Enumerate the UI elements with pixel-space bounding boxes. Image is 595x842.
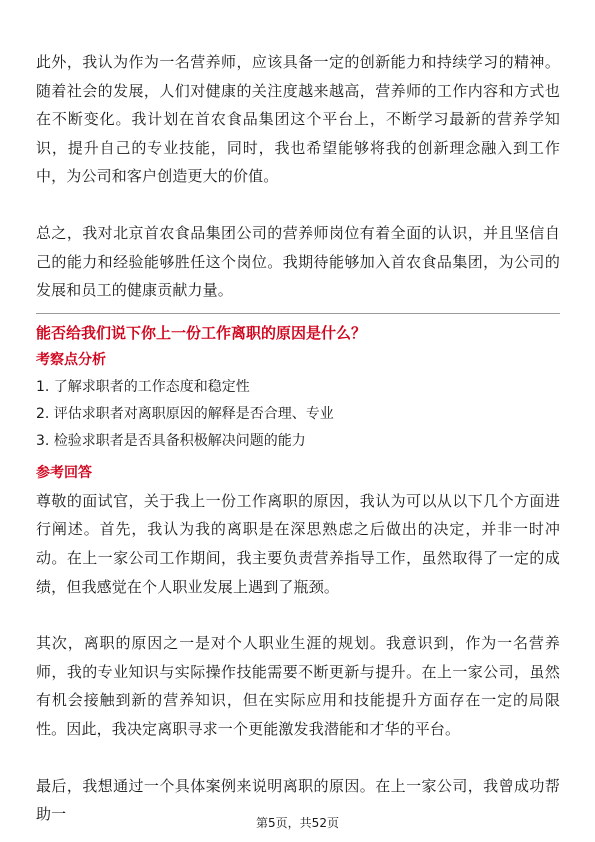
- answer-paragraph-3: 最后，我想通过一个具体案例来说明离职的原因。在上一家公司，我曾成功帮助一: [36, 776, 560, 824]
- analysis-point: 1. 了解求职者的工作态度和稳定性: [36, 378, 250, 395]
- intro-paragraph-1: 此外，我认为作为一名营养师，应该具备一定的创新能力和持续学习的精神。随着社会的发展，人们对健康的关注度越来越高，营养师的工作内容和方式也在不断变化。我计划在首农食品集团这个平台上，不断学习最新的营养学知识，提升自己的专业技能，同时，我也希望能够将我的创新理念融入到工作中，为公司和客户创造更大的价值。: [36, 53, 560, 186]
- document-body: [36, 48, 560, 829]
- analysis-heading: 考察点分析: [36, 351, 106, 368]
- answer-paragraph-1: 尊敬的面试官，关于我上一份工作离职的原因，我认为可以从以下几个方面进行阐述。首先，我认为我的离职是在深思熟虑之后做出的决定，并非一时冲动。在上一家公司工作期间，我主要负责营养指导工作，虽然取得了一定的成绩，但我感觉在个人职业发展上遇到了瓶颈。: [36, 491, 560, 596]
- analysis-point: 2. 评估求职者对离职原因的解释是否合理、专业: [36, 405, 334, 422]
- analysis-point: 3. 检验求职者是否具备积极解决问题的能力: [36, 432, 306, 449]
- page-number: 第5页，共52页: [256, 816, 339, 830]
- interview-question: 能否给我们说下你上一份工作离职的原因是什么？: [36, 323, 367, 342]
- analysis-points-list: [36, 374, 560, 455]
- intro-paragraph-2: 总之，我对北京首农食品集团公司的营养师岗位有着全面的认识，并且坚信自己的能力和经验能够胜任这个岗位。我期待能够加入首农食品集团，为公司的发展和员工的健康贡献力量。: [36, 223, 560, 300]
- answer-paragraph-2: 其次，离职的原因之一是对个人职业生涯的规划。我意识到，作为一名营养师，我的专业知识与实际操作技能需要不断更新与提升。在上一家公司，虽然有机会接触到新的营养知识，但在实际应用和技能提升方面存在一定的局限性。因此，我决定离职寻求一个更能激发我潜能和才华的平台。: [36, 634, 560, 738]
- answer-heading: 参考回答: [36, 464, 92, 481]
- section-divider: [36, 313, 560, 314]
